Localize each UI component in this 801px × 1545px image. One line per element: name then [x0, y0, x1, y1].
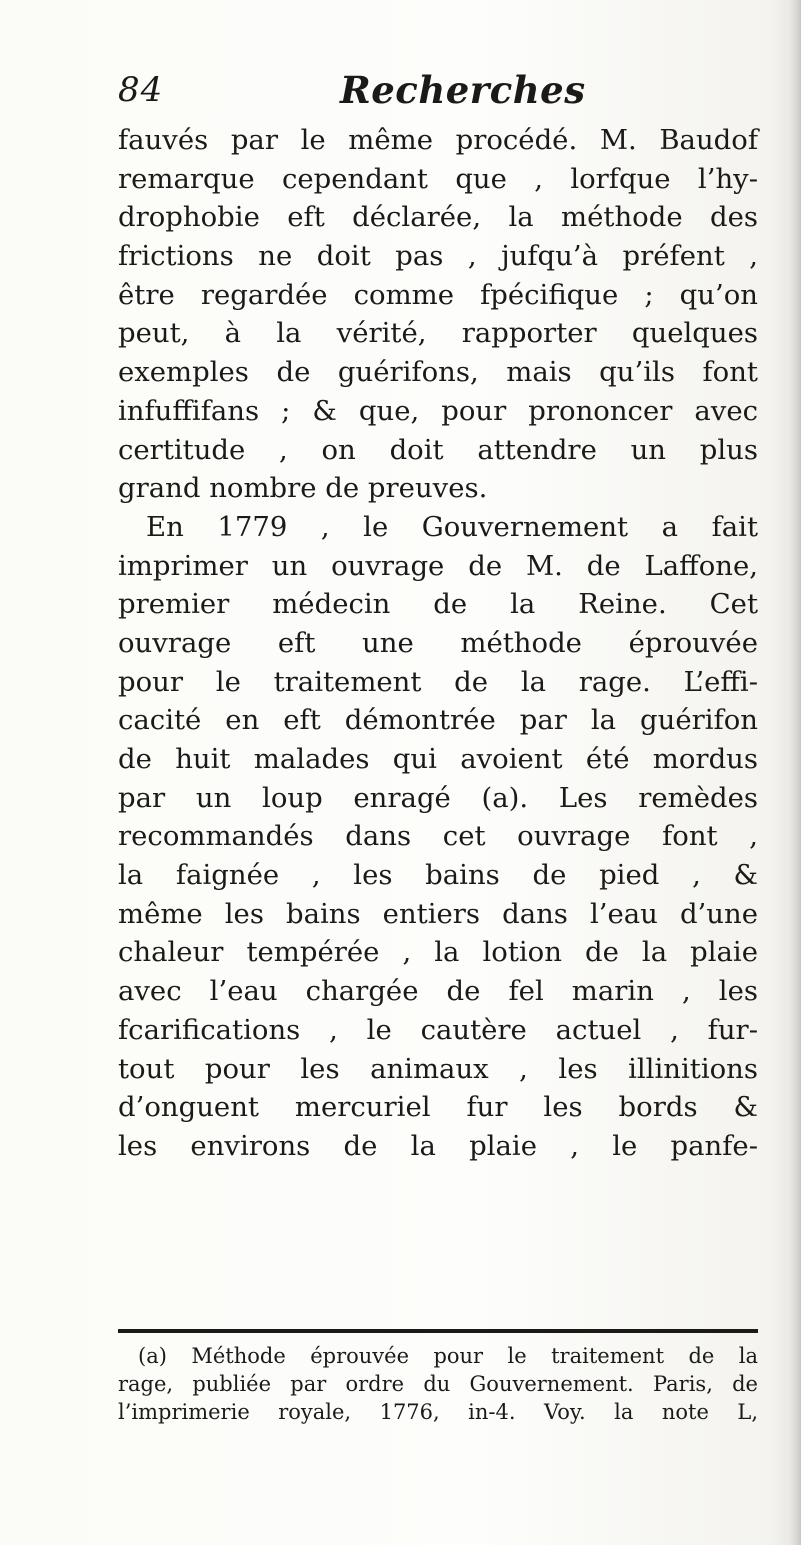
text-line: ouvrage eft une méthode éprouvée — [118, 626, 758, 659]
text-line: cacité en eft démontrée par la guérifon — [118, 704, 758, 737]
page-header — [118, 70, 678, 120]
text-line: avec l’eau chargée de fel marin , les — [118, 975, 758, 1008]
text-line: tout pour les animaux , les illinitions — [118, 1052, 758, 1085]
footnote-rule — [118, 1329, 758, 1333]
text-line: fauvés par le même procédé. M. Baudof — [118, 124, 758, 156]
text-line: certitude , on doit attendre un plus — [118, 433, 758, 466]
text-line: pour le traitement de la rage. L’effi- — [118, 665, 758, 698]
body-text — [118, 121, 758, 1166]
page-number: 84 — [118, 70, 164, 110]
paragraph-end-line: grand nombre de preuves. — [118, 472, 488, 505]
text-line: exemples de guérifons, mais qu’ils font — [118, 356, 758, 389]
text-line: remarque cependant que , lorfque l’hy- — [118, 162, 758, 195]
text-line: d’onguent mercuriel fur les bords & — [118, 1091, 758, 1124]
text-line: peut, à la vérité, rapporter quelques — [118, 317, 758, 350]
text-line: les environs de la plaie , le panfe- — [118, 1129, 758, 1162]
text-line: la faignée , les bains de pied , & — [118, 859, 758, 892]
footnote-line: rage, publiée par ordre du Gouvernement. Paris, de — [118, 1372, 758, 1396]
text-line: chaleur tempérée , la lotion de la plaie — [118, 936, 758, 969]
text-line: être regardée comme fpécifique ; qu’on — [118, 278, 758, 311]
text-line: drophobie eft déclarée, la méthode des — [118, 201, 758, 234]
text-line: recommandés dans cet ouvrage font , — [118, 820, 758, 853]
page-edge-shadow — [787, 0, 801, 1545]
text-line: infuffifans ; & que, pour prononcer avec — [118, 394, 758, 427]
text-line: même les bains entiers dans l’eau d’une — [118, 897, 758, 930]
text-line: fcarifications , le cautère actuel , fur- — [118, 1013, 758, 1046]
footnote — [118, 1342, 758, 1426]
paragraph-start-line: En 1779 , le Gouvernement a fait — [146, 510, 758, 543]
text-line: imprimer un ouvrage de M. de Laffone, — [118, 549, 758, 582]
text-line: de huit malades qui avoient été mordus — [118, 743, 758, 775]
text-line: premier médecin de la Reine. Cet — [118, 588, 758, 621]
text-line: frictions ne doit pas , jufqu’à préfent , — [118, 240, 758, 273]
text-line: par un loup enragé (a). Les remèdes — [118, 781, 758, 814]
footnote-line: (a) Méthode éprouvée pour le traitement de la — [138, 1344, 758, 1368]
footnote-line: l’imprimerie royale, 1776, in-4. Voy. la note L, — [118, 1400, 758, 1424]
running-head: Recherches — [340, 68, 586, 112]
